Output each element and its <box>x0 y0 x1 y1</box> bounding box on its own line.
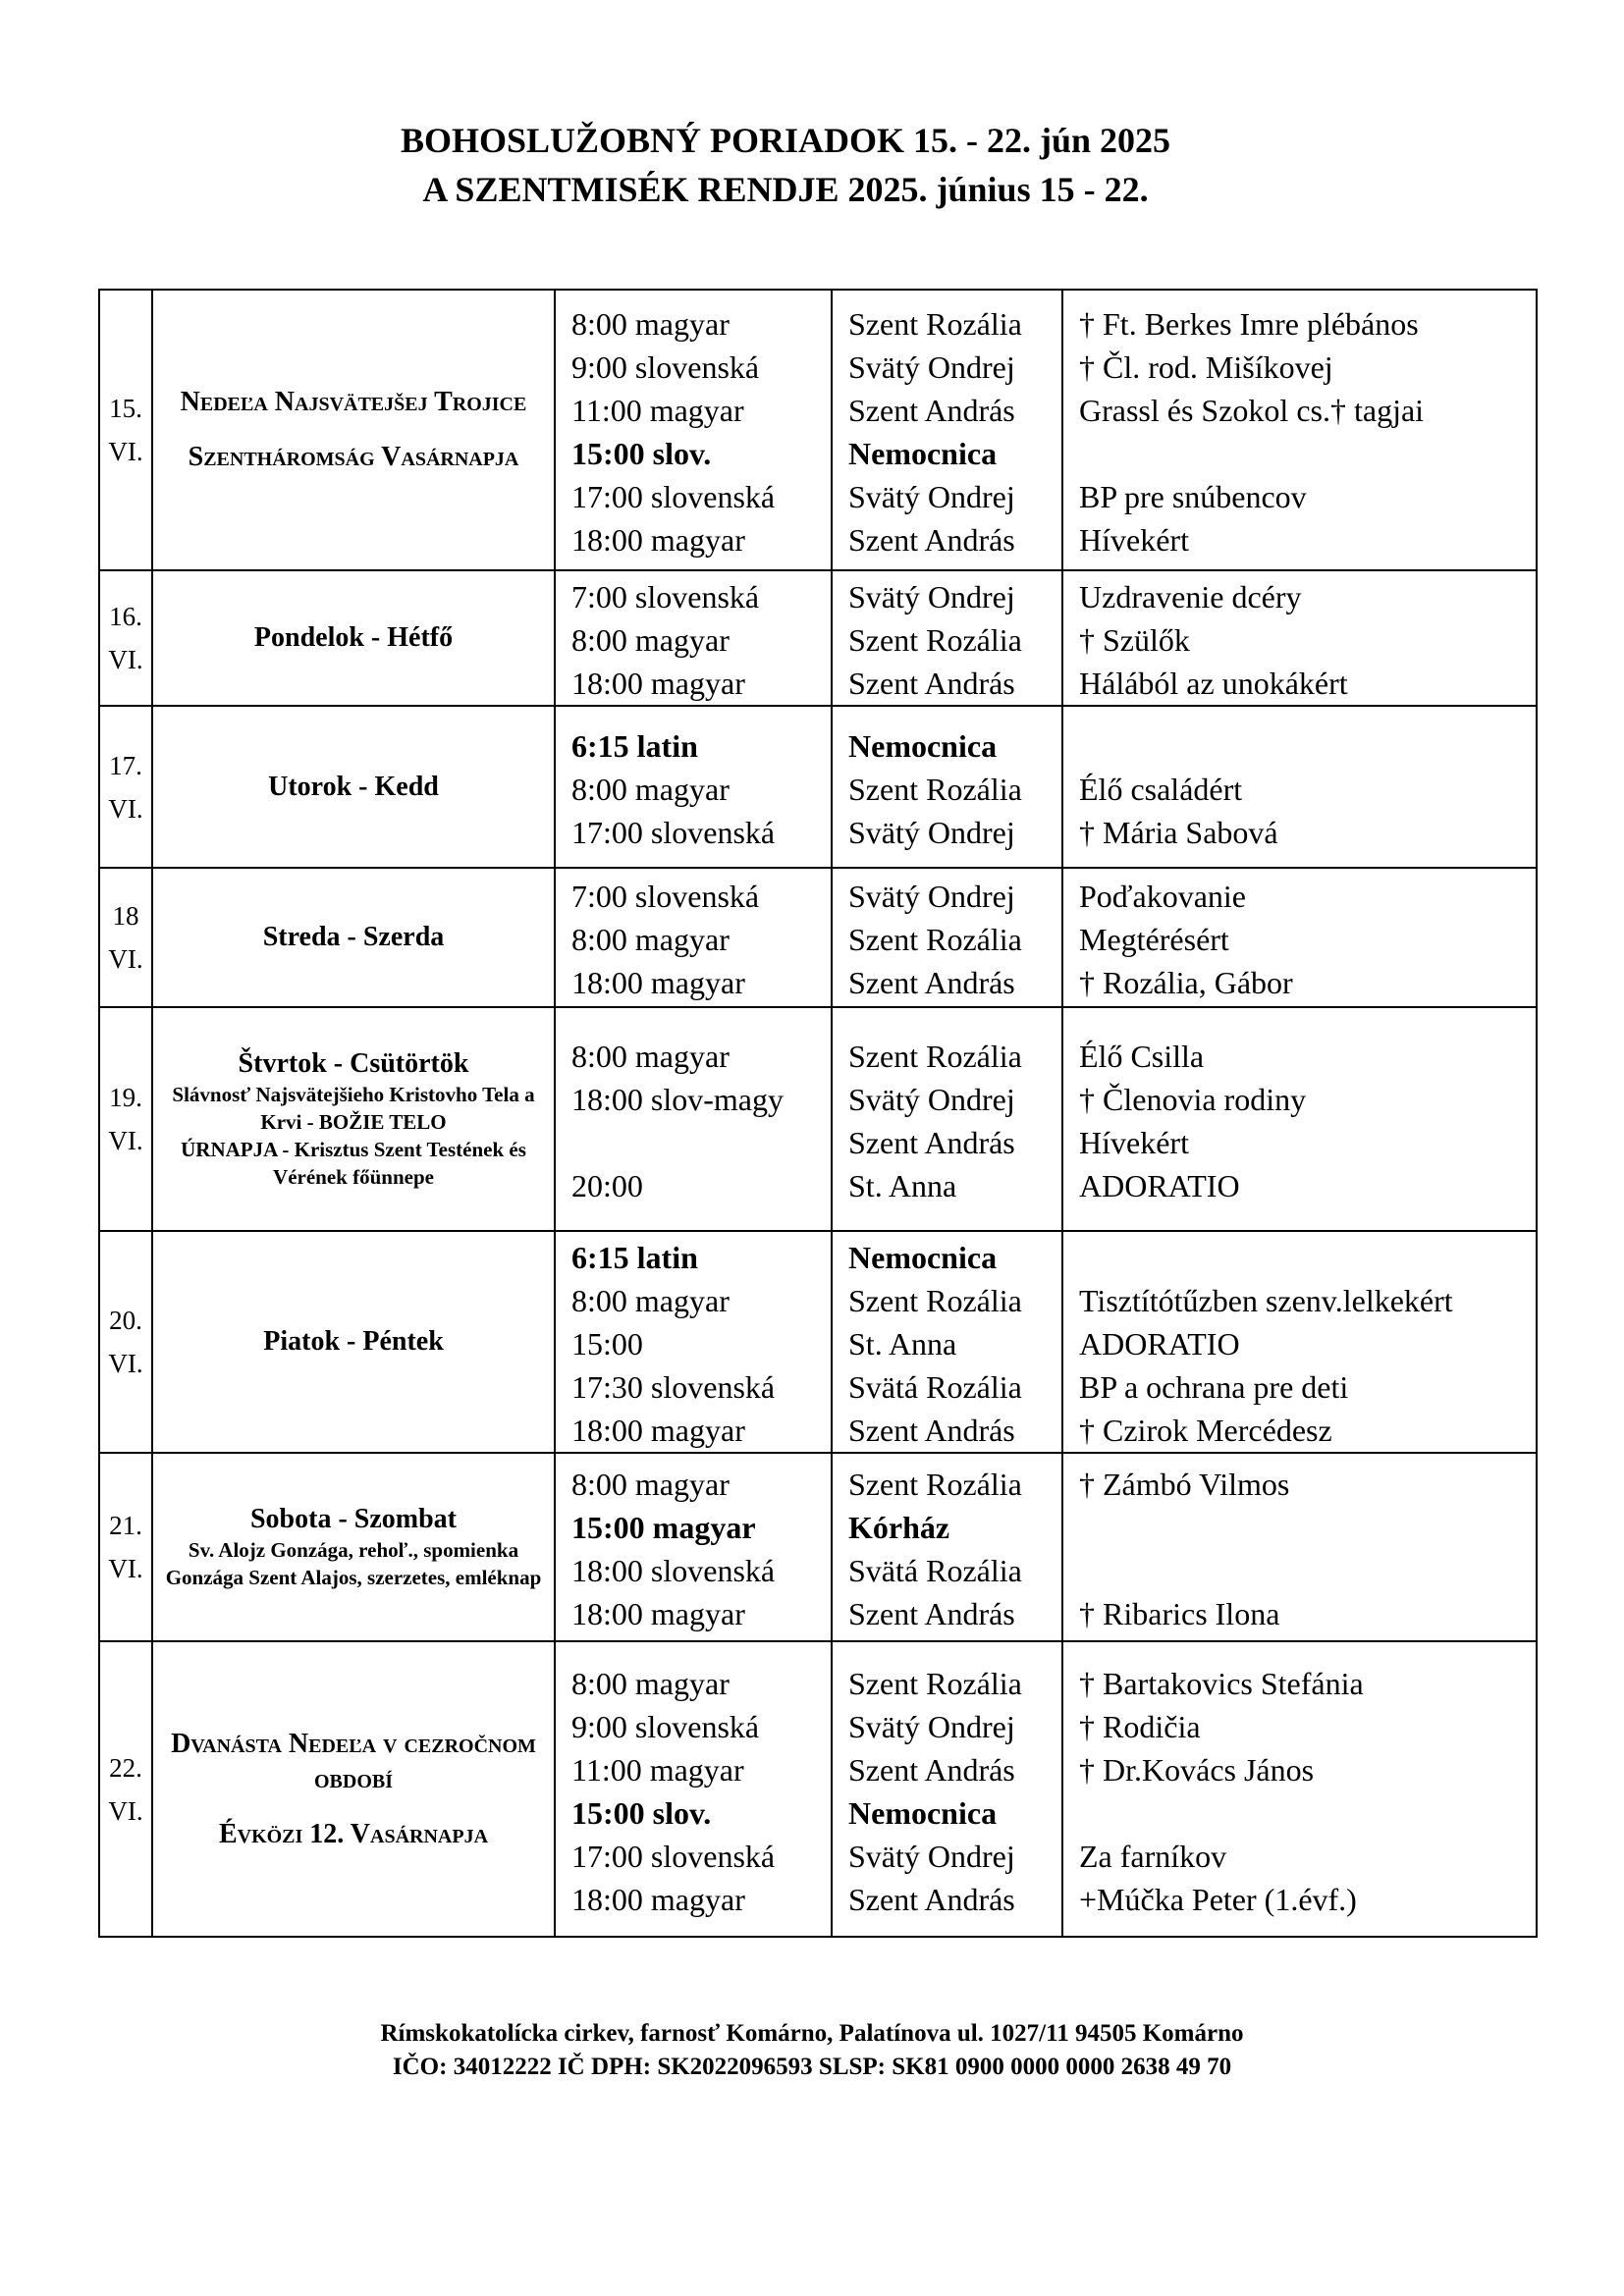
mass-intention: ADORATIO <box>1079 1168 1240 1203</box>
mass-place: Szent András <box>848 666 1015 701</box>
day-name: Nedeľa Najsvätejšej Trojice <box>180 387 527 417</box>
mass-intention: Hívekért <box>1079 1125 1189 1160</box>
mass-time: 9:00 slovenská <box>571 349 760 385</box>
mass-intention: † Ft. Berkes Imre plébános <box>1079 306 1419 342</box>
intention-cell <box>1062 1453 1537 1641</box>
mass-intention <box>1079 432 1536 475</box>
mass-time: 8:00 magyar <box>571 1665 730 1701</box>
mass-time: 18:00 magyar <box>571 1596 745 1631</box>
mass-place: Nemocnica <box>848 727 998 764</box>
day-name-cell <box>152 1641 555 1937</box>
mass-place: Svätý Ondrej <box>848 1082 1015 1117</box>
intention-cell <box>1062 570 1537 706</box>
day-name: Sv. Alojz Gonzága, rehoľ., spomienka <box>188 1538 519 1562</box>
intention-cell-lines <box>1063 298 1536 561</box>
time-cell-lines <box>556 1459 831 1635</box>
mass-place: Svätý Ondrej <box>848 1838 1015 1874</box>
mass-intention: Za farníkov <box>1079 1838 1227 1874</box>
mass-time: 9:00 slovenská <box>571 1708 760 1744</box>
mass-time: 15:00 slov. <box>571 436 712 471</box>
day-name: Slávnosť Najsvätejšieho Kristovho Tela a Krvi - BOŽIE TELO <box>172 1083 535 1134</box>
mass-place: Szent András <box>848 1881 1015 1917</box>
place-cell-lines <box>833 1658 1061 1921</box>
mass-place: Szent Rozália <box>848 771 1022 807</box>
time-cell <box>555 1231 832 1453</box>
intention-cell-lines <box>1063 1232 1536 1452</box>
place-cell-lines <box>833 298 1061 561</box>
mass-place: Nemocnica <box>848 1240 998 1275</box>
mass-time: 18:00 magyar <box>571 522 745 558</box>
time-cell-lines <box>556 571 831 705</box>
mass-place: Nemocnica <box>848 436 998 471</box>
place-cell <box>832 1641 1062 1937</box>
mass-intention: Hálából az unokákért <box>1079 666 1348 701</box>
footer-ids: IČO: 34012222 IČ DPH: SK2022096593 SLSP: SK81 0900 0000 0000 2638 49 70 <box>392 2054 1232 2080</box>
intention-cell-lines <box>1063 1031 1536 1207</box>
mass-intention: Poďakovanie <box>1079 879 1246 914</box>
time-cell <box>555 868 832 1007</box>
mass-intention: † Rodičia <box>1079 1708 1201 1744</box>
mass-place: St. Anna <box>848 1326 957 1362</box>
mass-time: 18:00 magyar <box>571 1413 745 1448</box>
mass-time: 18:00 magyar <box>571 1881 745 1917</box>
mass-intention: Élő családért <box>1079 771 1243 807</box>
mass-time: 18:00 magyar <box>571 965 745 1000</box>
day-name-cell <box>152 706 555 868</box>
mass-place: Svätý Ondrej <box>848 1708 1015 1744</box>
intention-cell <box>1062 1641 1537 1937</box>
place-cell-lines <box>833 721 1061 854</box>
time-cell-lines <box>556 871 831 1004</box>
mass-place: Szent Rozália <box>848 1039 1022 1074</box>
mass-intention: Grassl és Szokol cs.† tagjai <box>1079 393 1425 428</box>
mass-intention: BP a ochrana pre deti <box>1079 1369 1349 1405</box>
mass-intention: † Zámbó Vilmos <box>1079 1467 1290 1502</box>
mass-time: 18:00 magyar <box>571 666 745 701</box>
mass-place: Kórház <box>848 1510 950 1545</box>
day-name: Piatok - Péntek <box>263 1326 444 1357</box>
day-name: Pondelok - Hétfő <box>253 622 454 653</box>
intention-cell <box>1062 290 1537 570</box>
day-name: Utorok - Kedd <box>268 771 439 802</box>
day-name: ÚRNAPJA - Krisztus Szent Testének és Vérének főünnepe <box>181 1138 526 1189</box>
day-name-cell <box>152 570 555 706</box>
mass-intention <box>1079 724 1536 768</box>
time-cell <box>555 290 832 570</box>
day-row <box>99 1231 1537 1453</box>
mass-place: Szent András <box>848 1751 1015 1788</box>
date-text: VI. <box>108 1795 143 1826</box>
intention-cell-lines <box>1063 1658 1536 1921</box>
date-text: 18 <box>112 901 139 931</box>
mass-intention: † Ribarics Ilona <box>1079 1596 1280 1631</box>
mass-intention: Hívekért <box>1079 522 1189 558</box>
mass-place: Svätý Ondrej <box>848 479 1015 514</box>
mass-intention: † Mária Sabová <box>1079 814 1278 850</box>
time-cell <box>555 1453 832 1641</box>
place-cell <box>832 1007 1062 1231</box>
mass-place: Szent András <box>848 393 1015 428</box>
day-row <box>99 1453 1537 1641</box>
date-cell <box>99 1453 152 1641</box>
mass-place: Szent András <box>848 1413 1015 1448</box>
date-cell <box>99 570 152 706</box>
date-cell <box>99 1007 152 1231</box>
day-name: Štvrtok - Csütörtök <box>238 1048 469 1079</box>
mass-time: 15:00 <box>571 1326 643 1362</box>
mass-time: 17:00 slovenská <box>571 479 776 514</box>
mass-place: Svätý Ondrej <box>848 814 1015 850</box>
title-slovak: BOHOSLUŽOBNÝ PORIADOK 15. - 22. jún 2025 <box>400 121 1171 160</box>
time-cell <box>555 706 832 868</box>
mass-time: 8:00 magyar <box>571 1283 730 1318</box>
date-text: VI. <box>108 437 143 466</box>
day-name: Sobota - Szombat <box>249 1504 457 1534</box>
mass-intention: † Čl. rod. Mišíkovej <box>1079 349 1333 385</box>
mass-time: 8:00 magyar <box>571 622 730 658</box>
schedule-body <box>99 290 1537 1937</box>
mass-place: Szent Rozália <box>848 922 1022 957</box>
mass-time: 8:00 magyar <box>571 771 730 807</box>
intention-cell <box>1062 706 1537 868</box>
mass-time: 11:00 magyar <box>571 393 744 428</box>
mass-intention: † Szülők <box>1079 622 1190 658</box>
mass-place: Szent Rozália <box>848 1283 1022 1318</box>
mass-intention: † Dr.Kovács János <box>1079 1751 1315 1788</box>
mass-place: Szent Rozália <box>848 1467 1022 1502</box>
time-cell-lines <box>556 1031 831 1207</box>
day-row <box>99 706 1537 868</box>
intention-cell <box>1062 868 1537 1007</box>
mass-place: St. Anna <box>848 1168 957 1203</box>
mass-time: 6:15 latin <box>571 727 698 764</box>
mass-schedule-table <box>98 289 1538 1938</box>
time-cell-lines <box>556 298 831 561</box>
time-cell-lines <box>556 1658 831 1921</box>
mass-time: 17:00 slovenská <box>571 814 776 850</box>
mass-time: 15:00 slov. <box>571 1794 712 1831</box>
day-name: Streda - Szerda <box>262 922 445 952</box>
mass-time: 20:00 <box>571 1168 643 1203</box>
day-row <box>99 570 1537 706</box>
date-text: 20. <box>109 1306 142 1335</box>
date-cell <box>99 868 152 1007</box>
intention-cell-lines <box>1063 721 1536 854</box>
date-text: VI. <box>108 944 143 974</box>
mass-intention: † Bartakovics Stefánia <box>1079 1665 1364 1701</box>
time-cell-lines <box>556 1232 831 1452</box>
place-cell <box>832 1231 1062 1453</box>
intention-cell-lines <box>1063 571 1536 705</box>
mass-place: Nemocnica <box>848 1794 998 1831</box>
mass-intention: Tisztítótűzben szenv.lelkekért <box>1079 1283 1453 1318</box>
mass-time: 7:00 slovenská <box>571 879 760 914</box>
mass-place: Szent Rozália <box>848 306 1022 342</box>
date-text: 22. <box>109 1752 142 1783</box>
mass-time: 11:00 magyar <box>571 1751 744 1788</box>
mass-place: Szent András <box>848 965 1015 1000</box>
place-cell <box>832 1453 1062 1641</box>
place-cell <box>832 570 1062 706</box>
mass-place: Svätý Ondrej <box>848 879 1015 914</box>
mass-time: 7:00 slovenská <box>571 579 760 614</box>
mass-intention: † Rozália, Gábor <box>1079 965 1293 1000</box>
place-cell-lines <box>833 571 1061 705</box>
date-cell <box>99 1641 152 1937</box>
mass-intention <box>1079 1549 1536 1592</box>
date-text: VI. <box>108 1349 143 1378</box>
date-text: 17. <box>109 750 142 780</box>
day-name: Dvanásta Nedeľa v cezročnom období <box>171 1728 536 1794</box>
mass-place: Szent András <box>848 522 1015 558</box>
date-text: 16. <box>109 602 142 631</box>
day-row <box>99 868 1537 1007</box>
day-name-cell <box>152 290 555 570</box>
mass-place: Szent András <box>848 1125 1015 1160</box>
mass-place: Svätý Ondrej <box>848 349 1015 385</box>
mass-time: 17:00 slovenská <box>571 1838 776 1874</box>
mass-place: Szent Rozália <box>848 1665 1022 1701</box>
place-cell <box>832 290 1062 570</box>
day-row <box>99 1007 1537 1231</box>
time-cell <box>555 1007 832 1231</box>
date-cell <box>99 706 152 868</box>
mass-time: 8:00 magyar <box>571 1039 730 1074</box>
mass-intention: Megtérésért <box>1079 922 1229 957</box>
mass-intention: BP pre snúbencov <box>1079 479 1307 514</box>
day-name: Gonzága Szent Alajos, szerzetes, emléknap <box>165 1566 542 1589</box>
date-text: VI. <box>108 1554 143 1583</box>
place-cell-lines <box>833 1232 1061 1452</box>
day-name-cell <box>152 1453 555 1641</box>
day-name-cell <box>152 868 555 1007</box>
mass-time: 8:00 magyar <box>571 922 730 957</box>
place-cell-lines <box>833 1031 1061 1207</box>
time-cell <box>555 570 832 706</box>
mass-time: 18:00 slovenská <box>571 1553 776 1588</box>
intention-cell <box>1062 1231 1537 1453</box>
title-hungarian: A SZENTMISÉK RENDJE 2025. június 15 - 22. <box>422 170 1149 209</box>
intention-cell <box>1062 1007 1537 1231</box>
day-name: Szentháromság Vasárnapja <box>188 442 519 472</box>
mass-time: 15:00 magyar <box>571 1510 756 1545</box>
place-cell <box>832 868 1062 1007</box>
mass-intention: ADORATIO <box>1079 1326 1240 1362</box>
place-cell-lines <box>833 871 1061 1004</box>
place-cell <box>832 706 1062 868</box>
date-text: VI. <box>108 645 143 674</box>
mass-place: Svätá Rozália <box>848 1553 1022 1588</box>
date-text: 19. <box>109 1083 142 1112</box>
time-cell <box>555 1641 832 1937</box>
mass-intention <box>1079 1506 1536 1549</box>
mass-place: Svätá Rozália <box>848 1369 1022 1405</box>
footer-address: Rímskokatolícka cirkev, farnosť Komárno, Palatínova ul. 1027/11 94505 Komárno <box>380 2020 1244 2047</box>
day-name: Évközi 12. Vasárnapja <box>218 1818 489 1849</box>
mass-time: 17:30 slovenská <box>571 1369 776 1405</box>
footer <box>0 2017 1624 2084</box>
date-text: 15. <box>109 394 142 423</box>
mass-intention: † Czirok Mercédesz <box>1079 1413 1332 1448</box>
intention-cell-lines <box>1063 1459 1536 1635</box>
mass-time: 8:00 magyar <box>571 1467 730 1502</box>
mass-time: 18:00 slov-magy <box>571 1082 784 1117</box>
mass-place: Szent Rozália <box>848 622 1022 658</box>
mass-time <box>571 1121 831 1164</box>
day-row <box>99 290 1537 570</box>
day-name-cell <box>152 1231 555 1453</box>
date-text: VI. <box>108 793 143 824</box>
intention-cell-lines <box>1063 871 1536 1004</box>
mass-intention: +Múčka Peter (1.évf.) <box>1079 1881 1357 1917</box>
mass-time: 6:15 latin <box>571 1240 698 1275</box>
mass-place: Svätý Ondrej <box>848 579 1015 614</box>
date-cell <box>99 1231 152 1453</box>
mass-intention: † Členovia rodiny <box>1079 1082 1307 1117</box>
date-cell <box>99 290 152 570</box>
mass-intention: Uzdravenie dcéry <box>1079 579 1302 614</box>
mass-intention: Élő Csilla <box>1079 1039 1205 1074</box>
mass-time: 8:00 magyar <box>571 306 730 342</box>
mass-place: Szent András <box>848 1596 1015 1631</box>
place-cell-lines <box>833 1459 1061 1635</box>
time-cell-lines <box>556 721 831 854</box>
mass-intention <box>1079 1236 1536 1279</box>
mass-intention <box>1079 1791 1536 1835</box>
document-title <box>0 116 1571 214</box>
day-name-cell <box>152 1007 555 1231</box>
day-row <box>99 1641 1537 1937</box>
date-text: 21. <box>109 1511 142 1540</box>
date-text: VI. <box>108 1126 143 1155</box>
